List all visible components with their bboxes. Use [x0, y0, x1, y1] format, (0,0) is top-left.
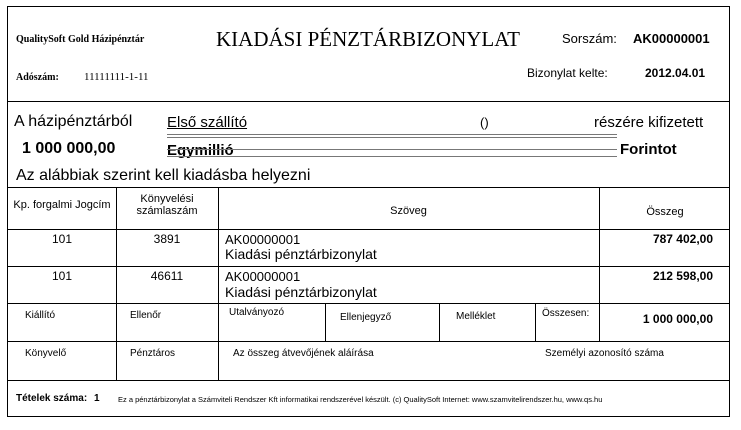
instruction-text: Az alábbiak szerint kell kiadásba helyezni	[16, 167, 311, 184]
sig-ellenjegyzo: Ellenjegyző	[340, 312, 392, 323]
amount-figure: 1 000 000,00	[22, 140, 116, 157]
row1-kp: 101	[51, 232, 73, 246]
payee-name: Első szállító	[167, 114, 248, 131]
sig-melleklet: Melléklet	[456, 311, 496, 322]
row2-text-line1: AK00000001	[225, 269, 301, 284]
from-text: A házipénztárból	[14, 113, 133, 130]
col-header-osszeg: Összeg	[646, 206, 684, 218]
tax-value: 11111111-1-11	[84, 71, 149, 83]
header-divider	[7, 101, 730, 102]
amount-in-words: Egymillió	[167, 142, 234, 159]
payee-line	[167, 134, 617, 135]
row2-kp: 101	[51, 269, 73, 283]
sig-osszesen-value: 1 000 000,00	[642, 312, 713, 326]
sig-col-line-4	[439, 303, 440, 341]
payee-line-2	[167, 137, 617, 138]
sig-osszesen-label: Összesen:	[542, 308, 590, 319]
serial-value: AK00000001	[633, 31, 710, 46]
row2-konyv: 46611	[150, 269, 184, 283]
words-line	[167, 149, 617, 150]
payee-extra: ()	[480, 115, 489, 130]
sig-kiallito: Kiállító	[25, 310, 56, 321]
row2-text-line2: Kiadási pénztárbizonylat	[225, 284, 377, 300]
row1-text-line1: AK00000001	[225, 232, 301, 247]
currency-text: Forintot	[620, 141, 677, 158]
row1-text-line2: Kiadási pénztárbizonylat	[225, 246, 377, 262]
sig-row-line	[7, 341, 730, 342]
col-header-kp: Kp. forgalmi Jogcím	[13, 199, 111, 211]
sig-konyvelo: Könyvelő	[25, 348, 67, 359]
tax-label: Adószám:	[16, 72, 59, 83]
footer-note: Ez a pénztárbizonylat a Számviteli Rendszer Kft informatikai rendszerével készült. (c) QualitySoft Internet: www.szamvitelirendszer.hu, www.qs.hu	[118, 395, 603, 404]
sig-penztaros: Pénztáros	[130, 348, 176, 359]
sig-ellenor: Ellenőr	[130, 310, 162, 321]
sig-utalvanyozo: Utalványozó	[229, 307, 285, 318]
row1-amount: 787 402,00	[652, 232, 713, 246]
sig-azonosito: Személyi azonosító száma	[545, 348, 664, 359]
row1-konyv: 3891	[153, 232, 181, 246]
row2-amount: 212 598,00	[652, 269, 713, 283]
col-header-konyv: Könyvelési számlaszám	[136, 193, 198, 217]
sig-atvevo: Az összeg átvevőjének aláírása	[233, 348, 374, 359]
date-value: 2012.04.01	[645, 66, 706, 80]
items-count-label: Tételek száma:	[16, 393, 88, 404]
items-count-value: 1	[94, 393, 100, 404]
col-header-szoveg: Szöveg	[390, 205, 427, 217]
footer-divider	[7, 380, 730, 381]
company-name: QualitySoft Gold Házipénztár	[16, 34, 145, 45]
document-title: KIADÁSI PÉNZTÁRBIZONYLAT	[216, 27, 520, 51]
paid-text: részére kifizetett	[594, 114, 704, 131]
serial-label: Sorszám:	[562, 31, 617, 46]
sig-col-line-5	[535, 303, 536, 341]
sig-col-line-3	[325, 303, 326, 341]
words-line-2	[167, 156, 617, 157]
date-label: Bizonylat kelte:	[527, 66, 608, 80]
